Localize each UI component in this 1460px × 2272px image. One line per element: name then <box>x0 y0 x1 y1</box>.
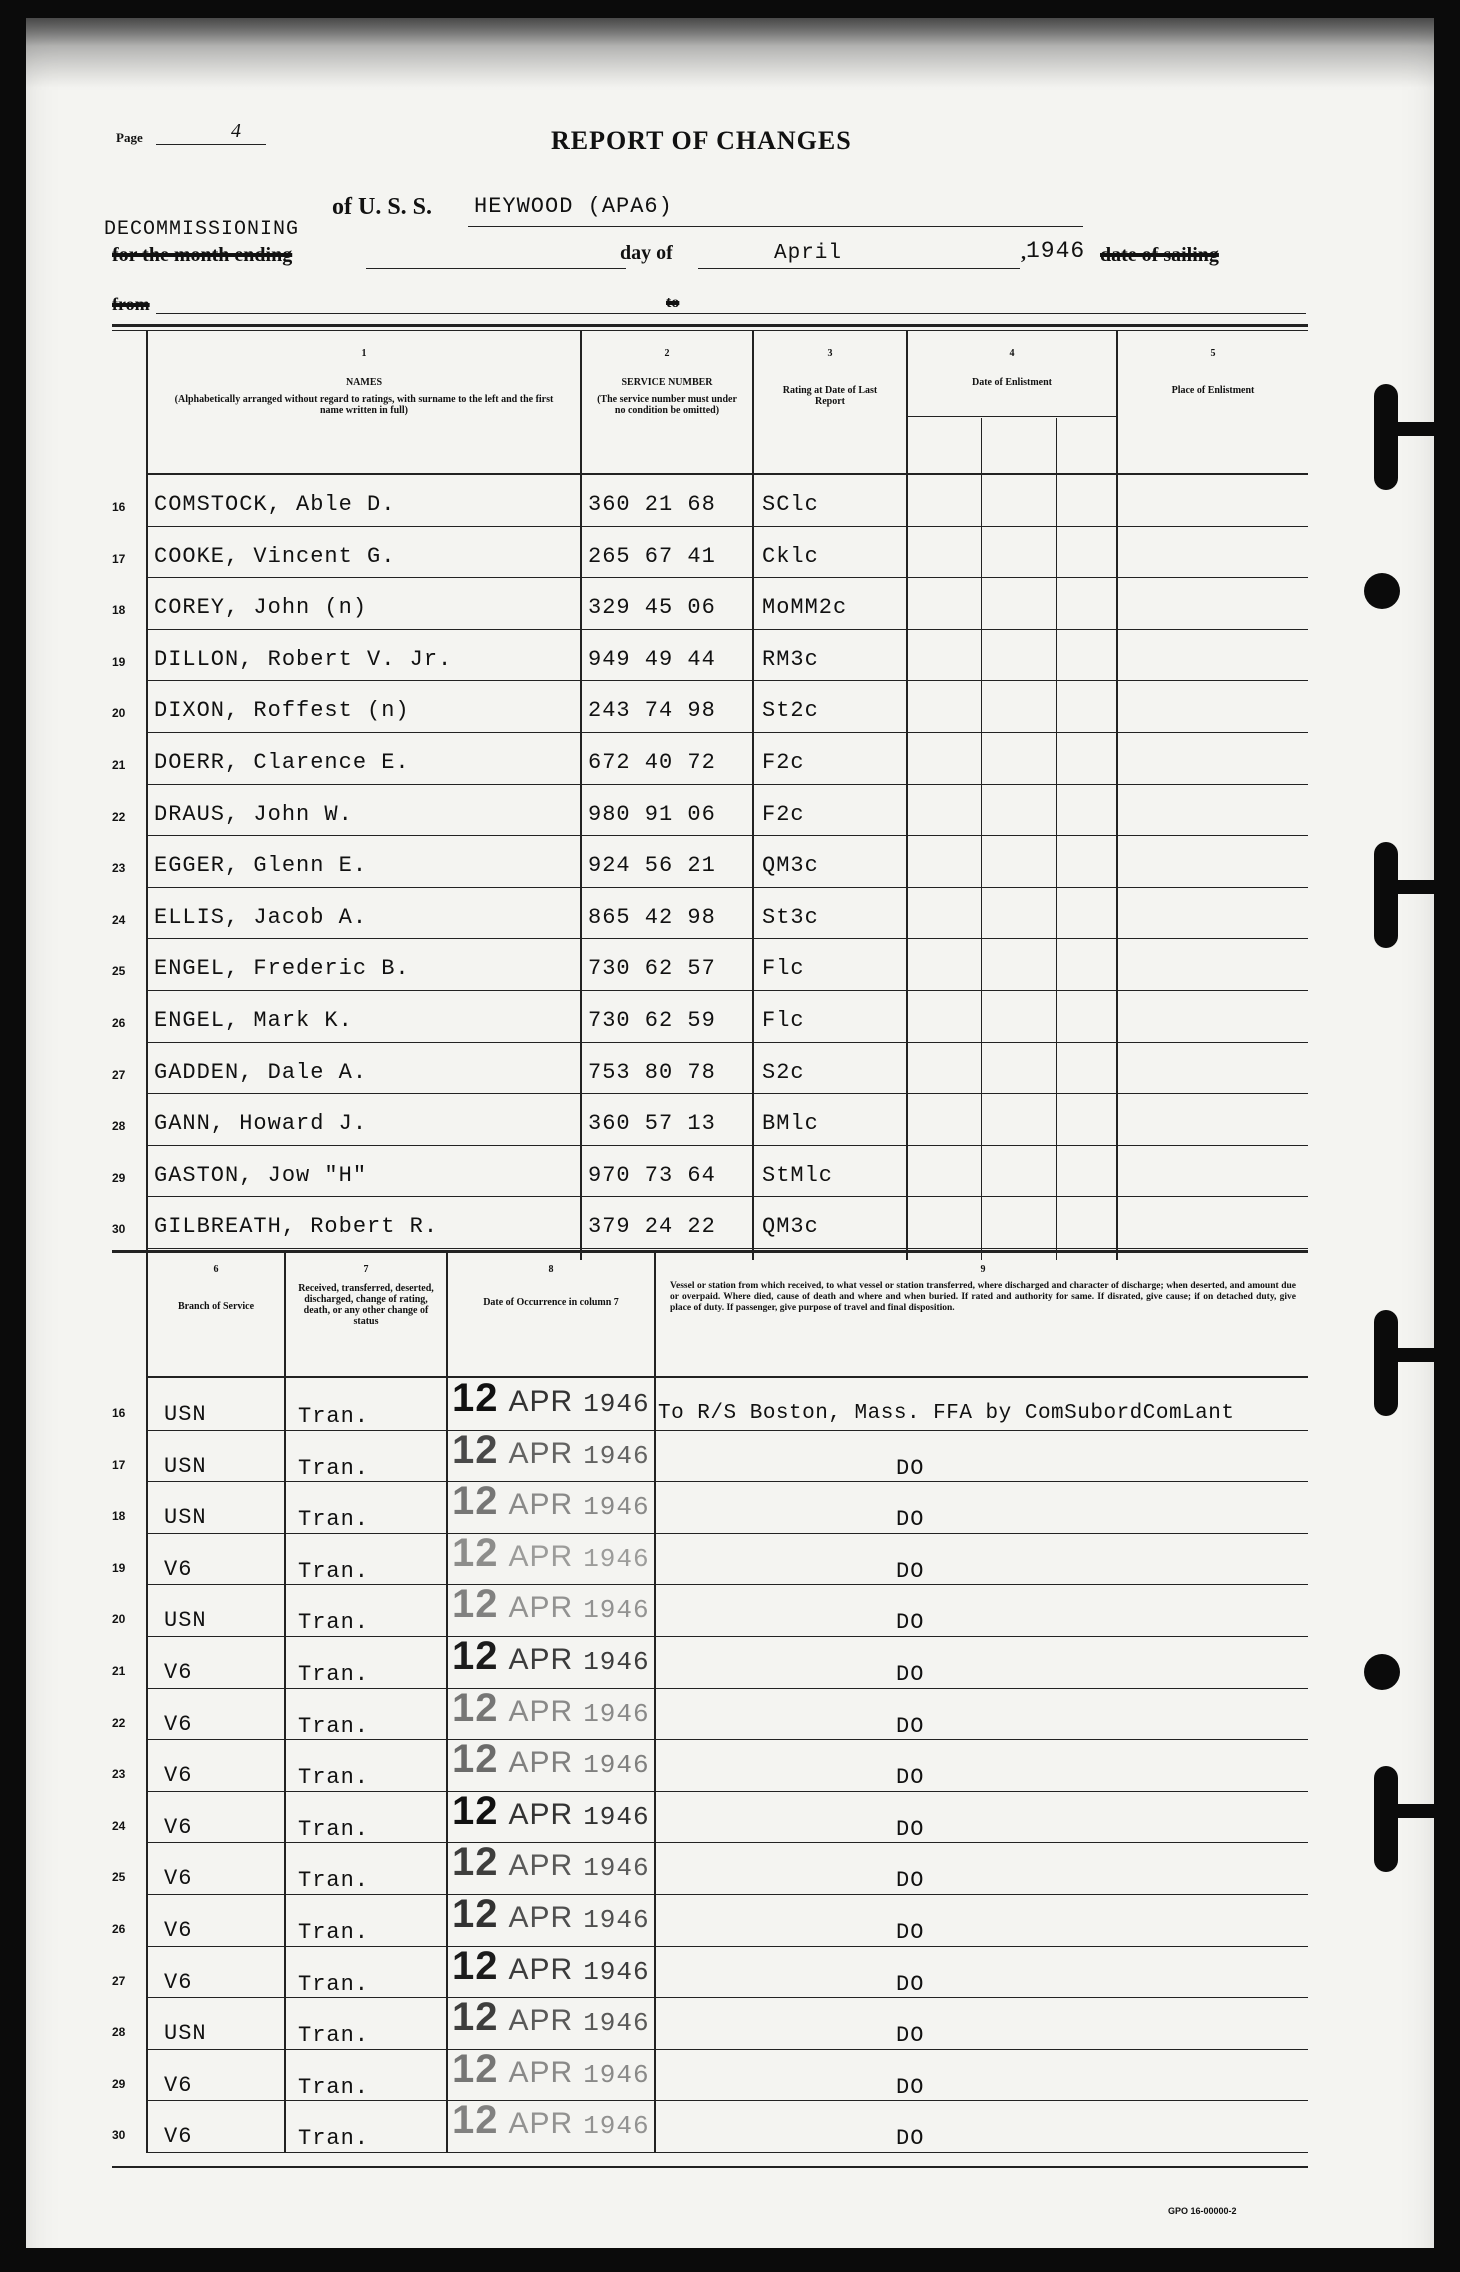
row-number: 20 <box>112 1612 126 1627</box>
branch-of-service: USN <box>164 1505 207 1531</box>
remarks-ditto: DO <box>896 2126 925 2152</box>
bcol-divider-8 <box>654 1253 656 2153</box>
sailing-label: date of sailing <box>1100 244 1219 266</box>
row-rule <box>146 1430 1308 1431</box>
row-number: 24 <box>112 912 126 927</box>
row-number: 18 <box>112 1509 126 1524</box>
stamp-day: 12 <box>452 1892 499 1936</box>
row-rule <box>146 680 1308 681</box>
stamp-day: 12 <box>452 1634 499 1678</box>
day-label: day of <box>620 242 673 264</box>
binder-clip-1-arm <box>1386 422 1436 436</box>
date-stamp <box>452 1376 650 1421</box>
member-name: ENGEL, Mark K. <box>154 1008 353 1033</box>
row-rule <box>146 1145 1308 1146</box>
branch-of-service: V6 <box>164 1556 193 1582</box>
stamp-month: APR <box>508 1385 574 1418</box>
header-bottom-line <box>146 473 1308 475</box>
rating: Flc <box>762 1008 805 1033</box>
branch-of-service: V6 <box>164 1814 193 1840</box>
row-rule <box>146 2100 1308 2101</box>
rating: SClc <box>762 492 819 517</box>
stamp-month: APR <box>508 1591 574 1625</box>
branch-of-service: V6 <box>164 2072 193 2098</box>
rating: F2c <box>762 801 805 827</box>
status-change: Tran. <box>298 2023 370 2049</box>
rating: Flc <box>762 956 805 982</box>
binder-clip-1 <box>1374 384 1398 490</box>
form-code: GPO 16-00000-2 <box>1168 2206 1237 2216</box>
ship-prefix: of U. S. S. <box>332 194 433 220</box>
member-name: COMSTOCK, Able D. <box>154 492 396 517</box>
date-stamp <box>452 1789 650 1834</box>
stamp-day: 12 <box>452 1788 499 1833</box>
date-stamp <box>452 1634 650 1679</box>
stamp-month: APR <box>508 1694 574 1728</box>
remarks-ditto: DO <box>896 1920 925 1945</box>
stamp-day: 12 <box>452 1582 499 1627</box>
stamp-year: 1946 <box>583 2111 650 2142</box>
status-change: Tran. <box>298 1507 370 1533</box>
col-5-header: 5 Place of Enlistment <box>1171 348 1255 396</box>
remarks-ditto: DO <box>896 1455 925 1481</box>
member-name: ENGEL, Frederic B. <box>154 956 410 982</box>
month-value: April <box>774 242 843 265</box>
stamp-month: APR <box>508 1539 574 1573</box>
date-stamp <box>452 2098 650 2143</box>
service-number: 360 21 68 <box>588 492 716 517</box>
remarks-ditto: DO <box>896 1971 925 1997</box>
stamp-year: 1946 <box>583 1543 650 1574</box>
stamp-year: 1946 <box>583 1492 650 1523</box>
member-name: DOERR, Clarence E. <box>154 750 410 775</box>
stamp-month: APR <box>508 1952 574 1986</box>
row-number: 29 <box>112 2076 126 2091</box>
row-number: 21 <box>112 1664 126 1678</box>
branch-of-service: V6 <box>164 1918 193 1943</box>
member-name: COOKE, Vincent G. <box>154 543 396 569</box>
row-rule <box>146 1636 1308 1637</box>
col-divider-4a <box>981 418 982 1260</box>
row-number: 26 <box>112 1016 126 1030</box>
table-top-border-inner <box>112 330 1308 331</box>
year-value: 1946 <box>1026 238 1086 264</box>
status-change: Tran. <box>298 1455 370 1481</box>
branch-of-service: USN <box>164 1402 207 1427</box>
row-rule <box>146 887 1308 888</box>
stamp-month: APR <box>508 1488 574 1522</box>
stamp-day: 12 <box>452 1943 499 1988</box>
rating: St2c <box>762 698 819 724</box>
remarks-ditto: DO <box>896 1868 925 1894</box>
branch-of-service: V6 <box>164 2124 193 2150</box>
row-rule <box>146 835 1308 836</box>
bcol-divider-7 <box>446 1253 448 2153</box>
remarks-ditto: DO <box>896 1765 925 1791</box>
rating: S2c <box>762 1059 805 1085</box>
stamp-month: APR <box>508 1746 574 1780</box>
stamp-day: 12 <box>452 1479 499 1524</box>
date-stamp <box>452 1840 650 1885</box>
service-number: 949 49 44 <box>588 646 716 672</box>
binder-clip-2 <box>1374 842 1398 948</box>
member-name: DRAUS, John W. <box>154 801 353 827</box>
row-rule <box>146 2049 1308 2050</box>
service-number: 730 62 59 <box>588 1008 716 1033</box>
row-number: 23 <box>112 1767 126 1782</box>
status-change: Tran. <box>298 1610 370 1636</box>
remarks: To R/S Boston, Mass. FFA by ComSubordComLant <box>658 1402 1235 1425</box>
rating: BMlc <box>762 1111 819 1137</box>
period-label: for the month ending <box>112 244 293 266</box>
rating: QM3c <box>762 1214 819 1240</box>
stamp-day: 12 <box>452 1376 499 1420</box>
col-9-header: 9 Vessel or station from which received, to what vessel or station transferred, where discharged and character of discharge; when deserted, and amount due or overpaid. Where died, cause of death and where and when buried. If rated and authority for same. If disrated, give cause; if on detached duty, give place of duty. If passenger, give purpose of travel and final disposition. <box>670 1264 1296 1313</box>
stamp-day: 12 <box>452 1840 499 1885</box>
service-number: 865 42 98 <box>588 904 716 930</box>
remarks-ditto: DO <box>896 1816 925 1842</box>
stamp-year: 1946 <box>583 1750 650 1781</box>
ship-name: HEYWOOD (APA6) <box>474 194 673 219</box>
date-stamp <box>452 1995 650 2040</box>
service-number: 970 73 64 <box>588 1162 716 1188</box>
date-stamp <box>452 1737 650 1782</box>
row-number: 21 <box>112 758 126 772</box>
stamp-month: APR <box>508 2107 574 2141</box>
col-divider-4 <box>1116 330 1118 1260</box>
table-bottom-border <box>112 2166 1308 2168</box>
page-line <box>156 144 266 145</box>
row-rule <box>146 784 1308 785</box>
row-rule <box>146 1791 1308 1792</box>
row-rule <box>146 1842 1308 1843</box>
period-line <box>366 268 626 269</box>
rating: StMlc <box>762 1162 834 1188</box>
service-number: 924 56 21 <box>588 853 716 879</box>
binder-clip-3 <box>1374 1310 1398 1416</box>
service-number: 753 80 78 <box>588 1059 716 1085</box>
col-4-header: 4 Date of Enlistment <box>972 348 1052 388</box>
row-number: 23 <box>112 861 126 876</box>
col4-sub-line <box>906 416 1116 417</box>
row-rule <box>146 1946 1308 1947</box>
col-2-header: 2 SERVICE NUMBER (The service number must under no condition be omitted) <box>597 348 737 416</box>
from-label: from <box>112 294 150 314</box>
service-number: 672 40 72 <box>588 750 716 775</box>
row-number: 24 <box>112 1818 126 1833</box>
row-number: 28 <box>112 1119 126 1134</box>
stamp-year: 1946 <box>583 1647 650 1677</box>
branch-of-service: V6 <box>164 1866 193 1892</box>
rating: QM3c <box>762 853 819 879</box>
row-rule <box>146 1584 1308 1585</box>
member-name: COREY, John (n) <box>154 595 368 621</box>
col-divider-1 <box>580 330 582 1260</box>
status-change: Tran. <box>298 2074 370 2100</box>
row-rule <box>146 1894 1308 1895</box>
row-number: 25 <box>112 1870 126 1885</box>
service-number: 730 62 57 <box>588 956 716 982</box>
status-change: Tran. <box>298 1713 370 1739</box>
month-line <box>698 268 1020 269</box>
stamp-year: 1946 <box>583 1853 650 1884</box>
binder-clip-4 <box>1374 1766 1398 1872</box>
document-page <box>26 18 1434 2248</box>
year-comma: , <box>1021 242 1026 264</box>
row-number: 22 <box>112 809 126 824</box>
stamp-month: APR <box>508 1901 574 1934</box>
branch-of-service: USN <box>164 1608 207 1634</box>
date-stamp <box>452 1686 650 1731</box>
col-6-header: 6 Branch of Service <box>177 1264 255 1312</box>
member-name: GILBREATH, Robert R. <box>154 1214 439 1240</box>
col-divider-2 <box>752 330 754 1260</box>
stamp-year: 1946 <box>583 1595 650 1626</box>
row-rule <box>146 1481 1308 1482</box>
service-number: 379 24 22 <box>588 1214 716 1240</box>
row-rule <box>146 938 1308 939</box>
rating: F2c <box>762 750 805 775</box>
stamp-year: 1946 <box>583 2059 650 2090</box>
member-name: GADDEN, Dale A. <box>154 1059 368 1085</box>
row-rule <box>146 577 1308 578</box>
status-change: Tran. <box>298 2126 370 2152</box>
stamp-year: 1946 <box>583 1698 650 1729</box>
table-top-border <box>112 324 1308 327</box>
row-number: 27 <box>112 1067 126 1082</box>
col-divider-num <box>146 330 148 1260</box>
bcol-divider-6 <box>284 1253 286 2153</box>
from-line <box>156 313 1306 314</box>
row-rule <box>146 1248 1308 1249</box>
col-7-header: 7 Received, transferred, deserted, discharged, change of rating, death, or any other change of status <box>298 1264 434 1327</box>
scan-shadow <box>26 18 1434 88</box>
mid-separator <box>112 1250 1308 1253</box>
binder-clip-4-arm <box>1386 1804 1436 1818</box>
status-change: Tran. <box>298 1558 370 1584</box>
row-rule <box>146 732 1308 733</box>
remarks-ditto: DO <box>896 1662 925 1687</box>
service-number: 243 74 98 <box>588 698 716 724</box>
status-change: Tran. <box>298 1404 370 1429</box>
status-change: Tran. <box>298 1971 370 1997</box>
status-change: Tran. <box>298 1920 370 1945</box>
row-rule <box>146 1093 1308 1094</box>
stamp-month: APR <box>508 1797 574 1831</box>
stamp-month: APR <box>508 1849 574 1883</box>
row-number: 18 <box>112 603 126 618</box>
remarks-ditto: DO <box>896 2023 925 2049</box>
branch-of-service: V6 <box>164 1660 193 1685</box>
page-number: 4 <box>231 120 241 142</box>
stamp-year: 1946 <box>583 1440 650 1471</box>
member-name: DIXON, Roffest (n) <box>154 698 410 724</box>
remarks-ditto: DO <box>896 1558 925 1584</box>
row-number: 16 <box>112 1406 126 1420</box>
branch-of-service: V6 <box>164 1763 193 1789</box>
row-rule <box>146 1997 1308 1998</box>
rating: MoMM2c <box>762 595 848 621</box>
col-divider-4b <box>1056 418 1057 1260</box>
punch-hole-2 <box>1364 1654 1400 1690</box>
row-number: 17 <box>112 1457 126 1472</box>
row-number: 29 <box>112 1170 126 1185</box>
col-1-header: 1 NAMES (Alphabetically arranged without regard to ratings, with surname to the left and the first name written in full) <box>174 348 554 416</box>
bcol-divider-num <box>146 1253 148 2153</box>
page-label: Page <box>116 130 143 145</box>
branch-of-service: USN <box>164 1453 207 1479</box>
date-stamp <box>452 1479 650 1524</box>
stamp-day: 12 <box>452 1995 499 2040</box>
bottom-header-line <box>146 1376 1308 1378</box>
row-number: 20 <box>112 706 126 721</box>
row-rule <box>146 1739 1308 1740</box>
punch-hole-1 <box>1364 573 1400 609</box>
stamp-year: 1946 <box>583 1801 650 1832</box>
status-change: Tran. <box>298 1868 370 1894</box>
row-number: 30 <box>112 2128 126 2143</box>
member-name: DILLON, Robert V. Jr. <box>154 646 453 672</box>
binder-clip-3-arm <box>1386 1348 1436 1362</box>
date-stamp <box>452 1531 650 1576</box>
service-number: 265 67 41 <box>588 543 716 569</box>
branch-of-service: USN <box>164 2021 207 2047</box>
row-rule <box>146 1196 1308 1197</box>
stamp-month: APR <box>508 2004 574 2038</box>
binder-clip-2-arm <box>1386 880 1436 894</box>
rating: Cklc <box>762 543 819 569</box>
to-label: to <box>666 294 680 311</box>
row-number: 27 <box>112 1973 126 1988</box>
remarks-ditto: DO <box>896 1610 925 1636</box>
row-rule <box>146 2152 1308 2153</box>
stamp-day: 12 <box>452 2046 499 2091</box>
member-name: GANN, Howard J. <box>154 1111 368 1137</box>
status-change: Tran. <box>298 1765 370 1791</box>
stamp-day: 12 <box>452 1530 499 1575</box>
rating: RM3c <box>762 646 819 672</box>
service-number: 360 57 13 <box>588 1111 716 1137</box>
row-rule <box>146 1533 1308 1534</box>
status-change: Tran. <box>298 1662 370 1687</box>
date-stamp <box>452 1944 650 1989</box>
stamp-day: 12 <box>452 2098 499 2143</box>
stamp-month: APR <box>508 1643 574 1676</box>
member-name: GASTON, Jow "H" <box>154 1162 368 1188</box>
stamp-month: APR <box>508 2055 574 2089</box>
service-number: 980 91 06 <box>588 801 716 827</box>
row-number: 25 <box>112 964 126 979</box>
row-rule <box>146 990 1308 991</box>
remarks-ditto: DO <box>896 2074 925 2100</box>
stamp-year: 1946 <box>583 2008 650 2039</box>
rating: St3c <box>762 904 819 930</box>
remarks-ditto: DO <box>896 1507 925 1533</box>
stamp-year: 1946 <box>583 1905 650 1935</box>
row-number: 17 <box>112 551 126 566</box>
stamp-day: 12 <box>452 1685 499 1730</box>
date-stamp <box>452 1892 650 1937</box>
stamp-day: 12 <box>452 1427 499 1472</box>
stamp-day: 12 <box>452 1737 499 1782</box>
stamp-year: 1946 <box>583 1956 650 1987</box>
row-number: 22 <box>112 1715 126 1730</box>
row-number: 30 <box>112 1222 126 1237</box>
date-stamp <box>452 1582 650 1627</box>
member-name: EGGER, Glenn E. <box>154 853 368 879</box>
row-rule <box>146 629 1308 630</box>
row-number: 19 <box>112 1560 126 1575</box>
date-stamp <box>452 2047 650 2092</box>
branch-of-service: V6 <box>164 1969 193 1995</box>
row-number: 26 <box>112 1922 126 1936</box>
period-typed: DECOMMISSIONING <box>104 218 300 241</box>
row-rule <box>146 1688 1308 1689</box>
service-number: 329 45 06 <box>588 595 716 621</box>
col-3-header: 3 Rating at Date of Last Report <box>782 348 878 407</box>
status-change: Tran. <box>298 1816 370 1842</box>
col-8-header: 8 Date of Occurrence in column 7 <box>483 1264 619 1308</box>
row-number: 28 <box>112 2025 126 2040</box>
date-stamp <box>452 1428 650 1473</box>
row-rule <box>146 526 1308 527</box>
row-number: 16 <box>112 500 126 514</box>
report-title: REPORT OF CHANGES <box>551 126 852 155</box>
row-number: 19 <box>112 654 126 669</box>
ship-line <box>468 226 1083 227</box>
stamp-month: APR <box>508 1436 574 1470</box>
stamp-year: 1946 <box>583 1389 650 1419</box>
branch-of-service: V6 <box>164 1711 193 1737</box>
row-rule <box>146 1042 1308 1043</box>
col-divider-3 <box>906 330 908 1260</box>
member-name: ELLIS, Jacob A. <box>154 904 368 930</box>
remarks-ditto: DO <box>896 1713 925 1739</box>
